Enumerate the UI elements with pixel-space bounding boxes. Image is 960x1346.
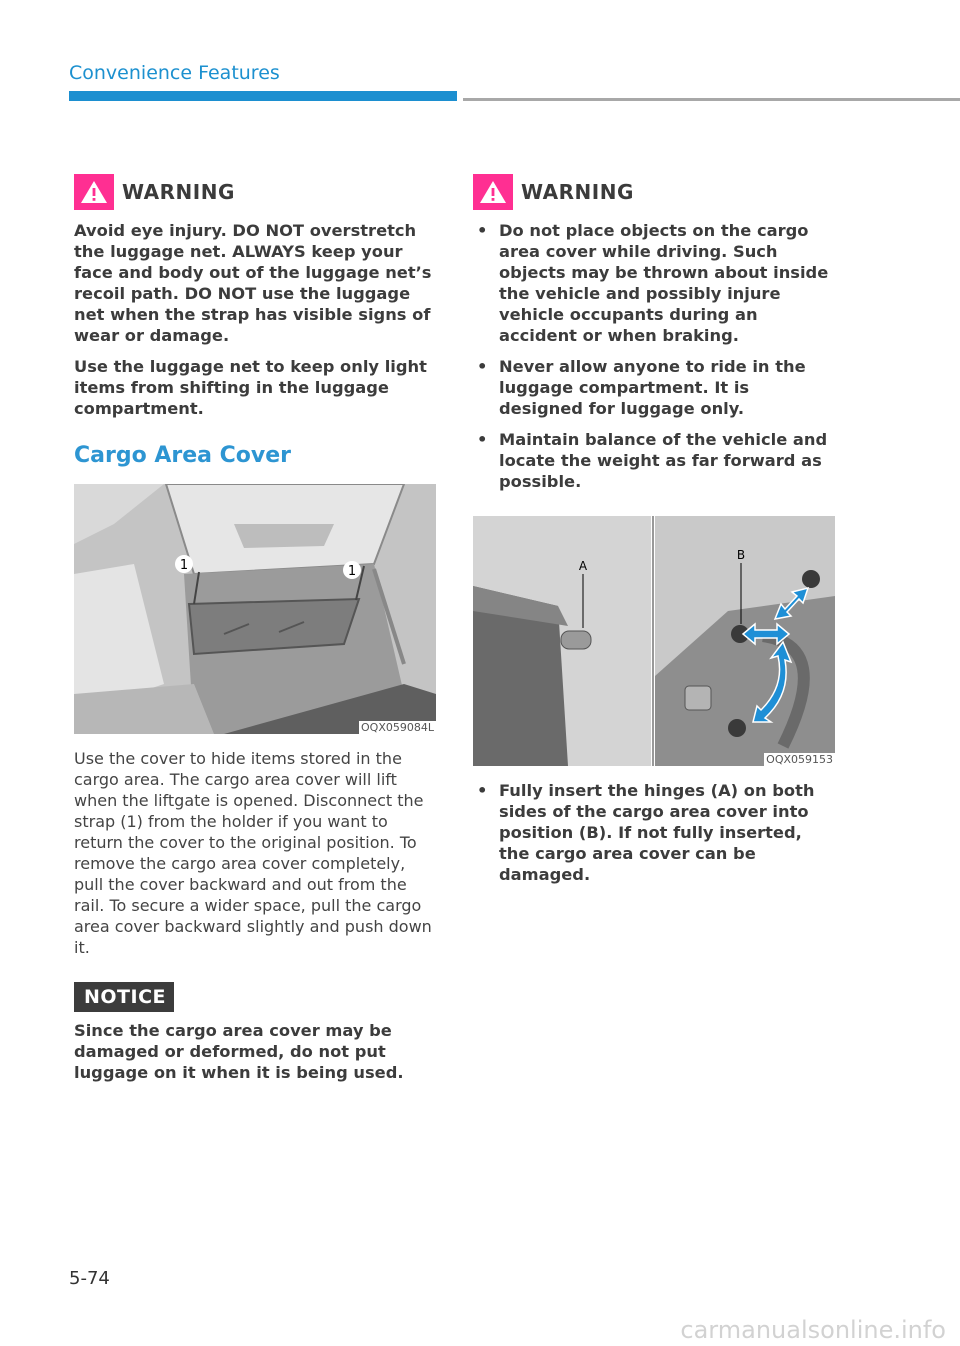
- figure-code: OQX059153: [766, 753, 833, 766]
- list-item: • Maintain balance of the vehicle and locate the weight as far forward as possible.: [473, 429, 835, 492]
- section-heading: Cargo Area Cover: [74, 443, 292, 468]
- warning-list: [473, 220, 835, 492]
- warning-title: WARNING: [122, 180, 235, 204]
- warning-icon: [74, 174, 114, 210]
- section-title: Convenience Features: [69, 62, 280, 84]
- warning-paragraph: Avoid eye injury. DO NOT overstretch the luggage net. ALWAYS keep your face and body out of the luggage net’s recoil path. DO NOT use the luggage net when the strap has visible signs of wear or damage.: [74, 221, 432, 345]
- figure-label-a: A: [578, 559, 588, 573]
- right-column: [473, 172, 835, 895]
- figure-code: OQX059084L: [361, 721, 434, 734]
- hinge-illustration: [473, 516, 835, 766]
- body-paragraph: Use the cover to hide items stored in the cargo area. The cargo area cover will lift when the liftgate is opened. Disconnect the strap (1) from the holder if you want to return the cover to the original position. To remove the cargo area cover completely, pull the cover backward and out from the rail. To secure a wider space, pull the cargo area cover backward slightly and push down it.: [74, 749, 432, 957]
- cargo-cover-figure: [74, 484, 436, 734]
- warning-icon: [473, 174, 513, 210]
- page-number: 5-74: [69, 1268, 110, 1289]
- figure-label-b: B: [736, 548, 746, 562]
- figure-label-1: 1: [347, 564, 357, 579]
- warning-title: WARNING: [521, 180, 634, 204]
- notice-text: Since the cargo area cover may be damaged or deformed, do not put luggage on it when it is being used.: [74, 1021, 404, 1082]
- list-item: • Do not place objects on the cargo area cover while driving. Such objects may be thrown about inside the vehicle and possibly injure vehicle occupants during an accident or when braking.: [473, 220, 835, 346]
- hinge-figure: [473, 516, 835, 766]
- warning-header: [74, 172, 436, 212]
- cargo-cover-illustration: [74, 484, 436, 734]
- instruction-list: [473, 780, 835, 885]
- header-rule-accent: [69, 91, 457, 101]
- figure-label-1: 1: [179, 558, 189, 573]
- list-item: • Never allow anyone to ride in the luggage compartment. It is designed for luggage only.: [473, 356, 835, 419]
- notice-badge: NOTICE: [74, 982, 174, 1012]
- warning-header: [473, 172, 835, 212]
- list-item: • Fully insert the hinges (A) on both sides of the cargo area cover into position (B). If not fully inserted, the cargo area cover can be damaged.: [473, 780, 835, 885]
- left-column: [74, 172, 436, 1083]
- warning-paragraph: Use the luggage net to keep only light items from shifting in the luggage compartment.: [74, 357, 427, 418]
- header-rule: [463, 98, 960, 101]
- watermark: carmanualsonline.info: [680, 1316, 946, 1344]
